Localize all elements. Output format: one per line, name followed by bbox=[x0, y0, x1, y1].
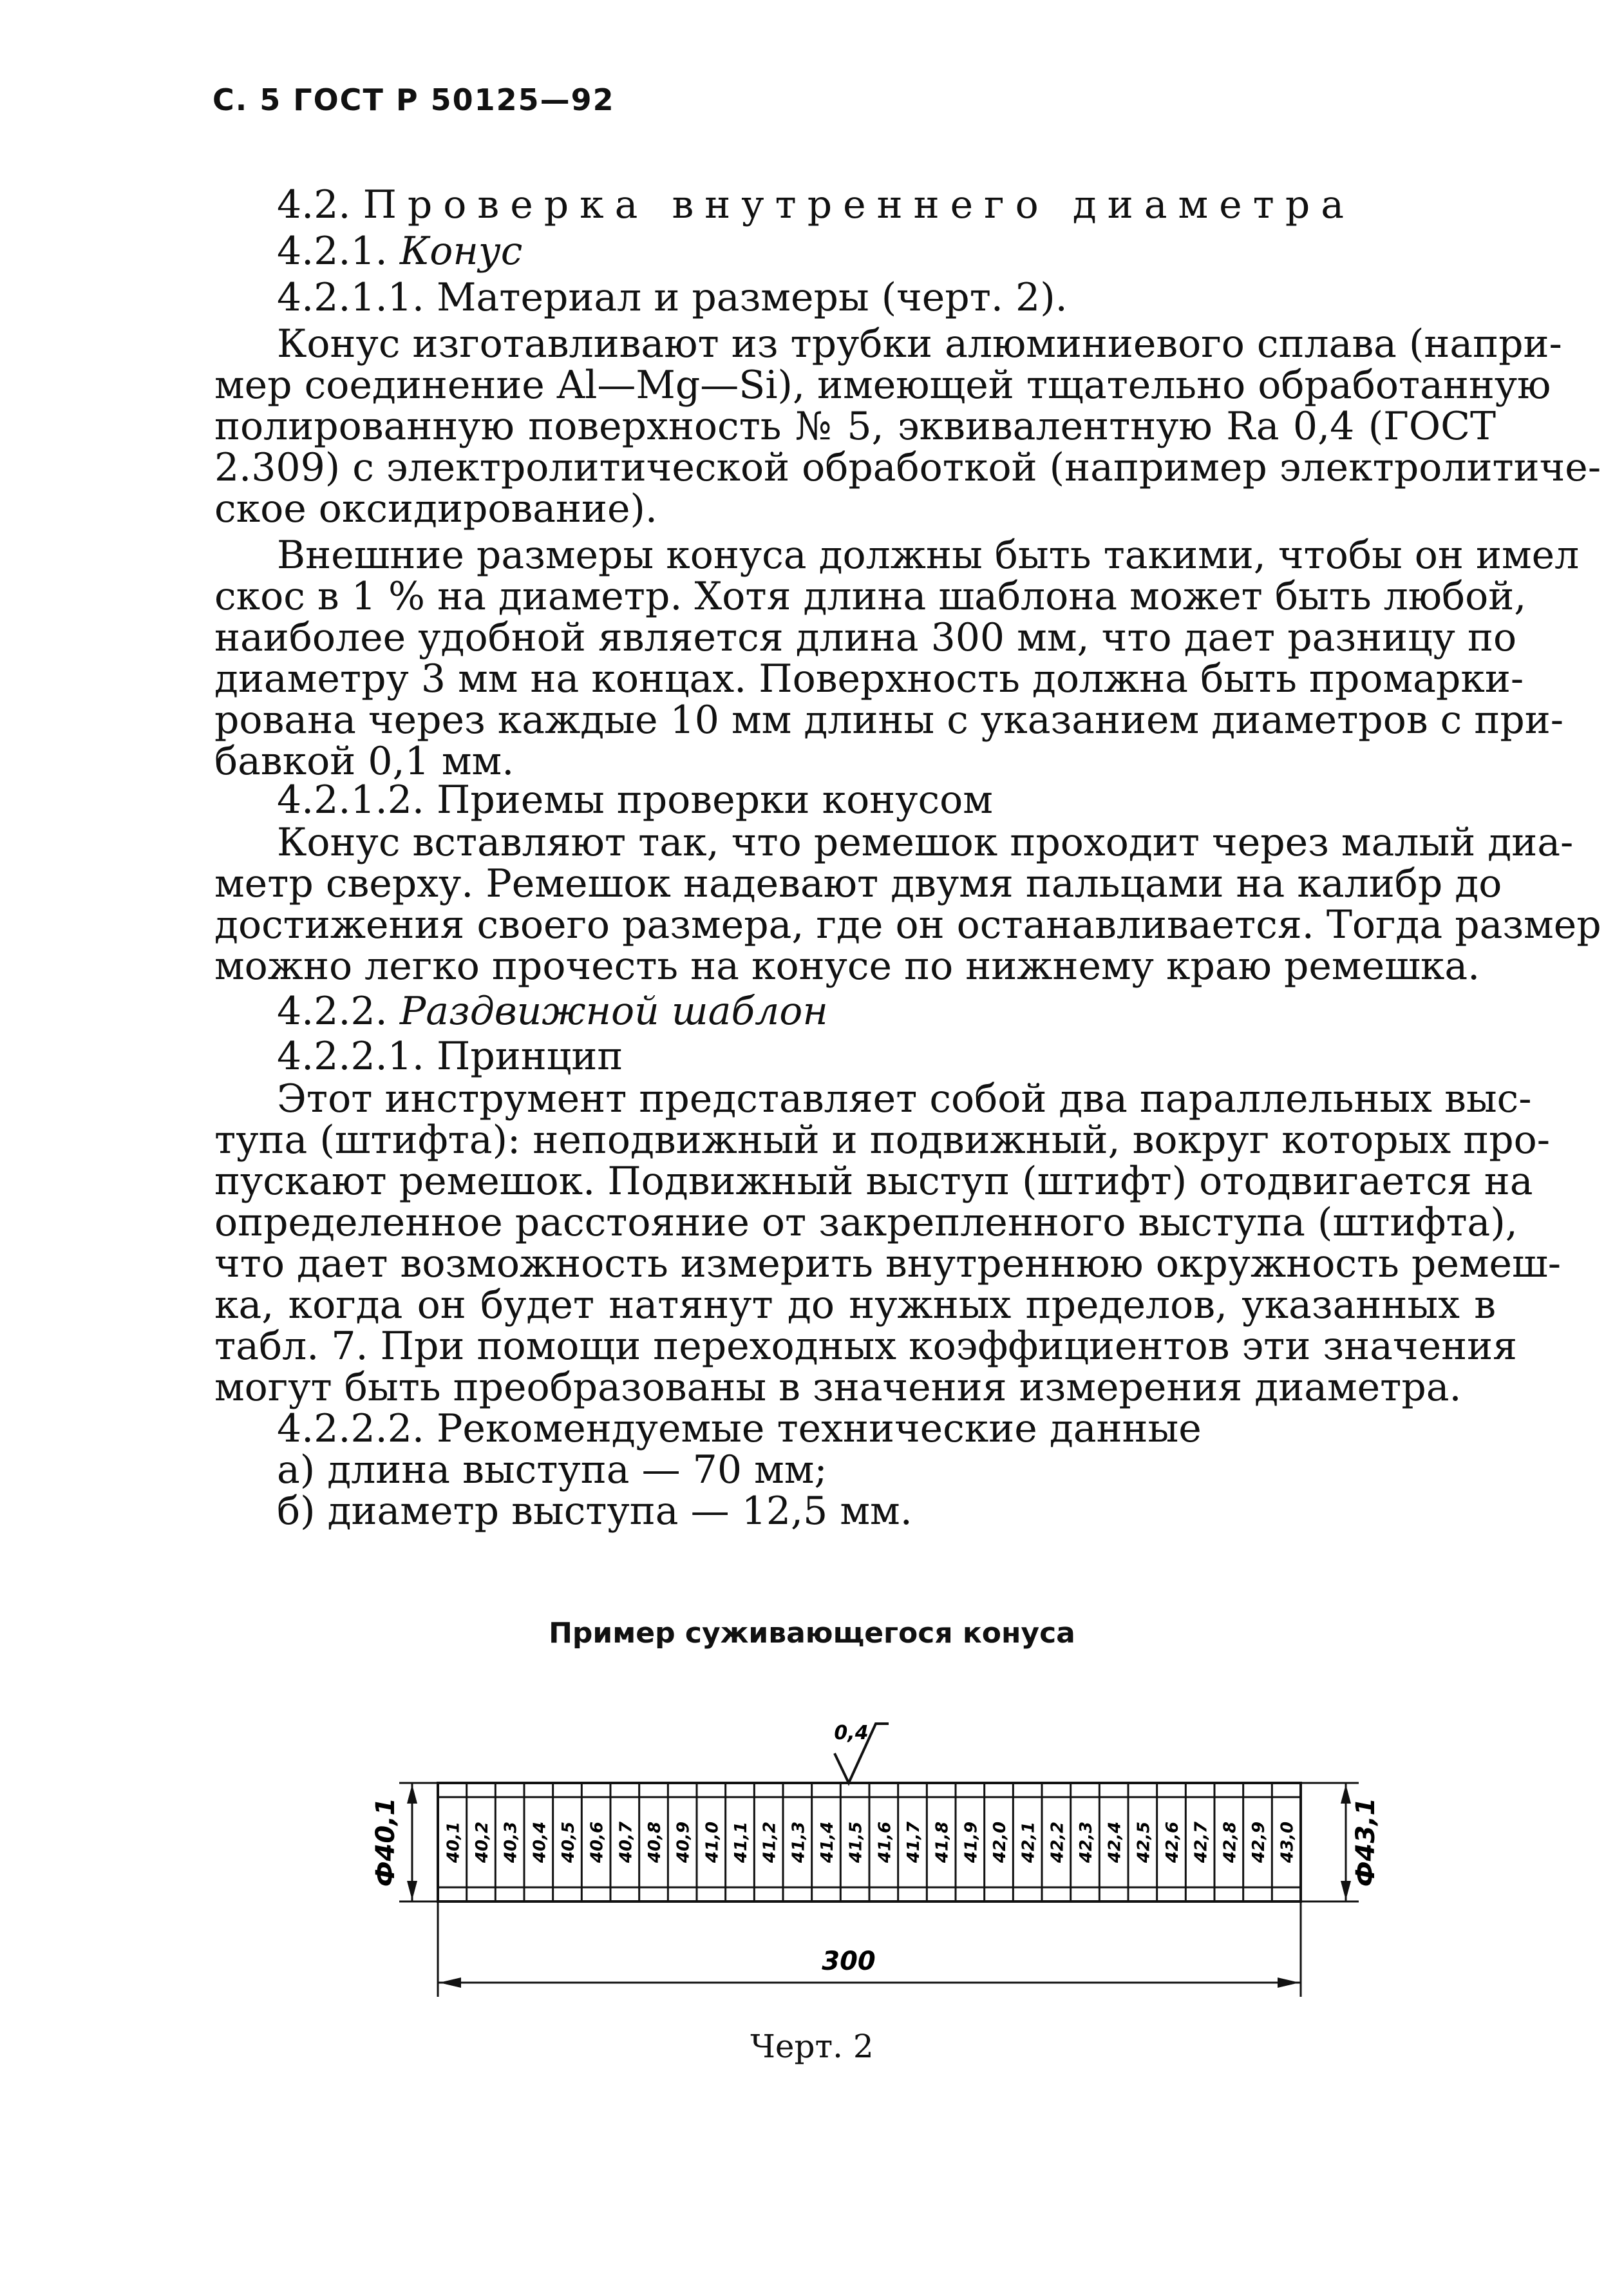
para4-line: тупа (штифта): неподвижный и подвижный, вокруг которых про- bbox=[214, 1118, 1551, 1163]
para3-line: Конус вставляют так, что ремешок проходит через малый диа- bbox=[277, 820, 1574, 865]
diameter-mark: 40,5 bbox=[559, 1821, 578, 1863]
clause-4-2-2-1: 4.2.2.1. Принцип bbox=[277, 1034, 623, 1079]
diameter-mark: 40,8 bbox=[645, 1821, 665, 1863]
para2-line: скос в 1 % на диаметр. Хотя длина шаблона может быть любой, bbox=[214, 574, 1527, 619]
subsection-cone-number: 4.2.1. bbox=[277, 229, 388, 274]
clause-4-2-1-1: 4.2.1.1. Материал и размеры (черт. 2). bbox=[277, 275, 1068, 320]
subsection-cone-title: Конус bbox=[399, 229, 523, 274]
para2-line: бавкой 0,1 мм. bbox=[214, 739, 515, 784]
diameter-mark: 41,8 bbox=[932, 1821, 952, 1863]
para4-line: определенное расстояние от закрепленного выступа (штифта), bbox=[214, 1200, 1518, 1245]
para4-line: Этот инструмент представляет собой два параллельных выс- bbox=[277, 1076, 1532, 1121]
right-dim-arrow-top bbox=[1341, 1784, 1351, 1804]
diameter-mark: 42,8 bbox=[1220, 1821, 1240, 1863]
mark-group bbox=[444, 1821, 1297, 1863]
diameter-mark: 41,7 bbox=[904, 1821, 923, 1863]
left-dim-arrow-bottom bbox=[407, 1881, 417, 1900]
para1-line: мер соединение Al—Mg—Si), имеющей тщательно обработанную bbox=[214, 363, 1551, 408]
figure-caption: Черт. 2 bbox=[750, 2028, 874, 2065]
diameter-mark: 41,5 bbox=[846, 1821, 866, 1863]
diameter-mark: 40,1 bbox=[444, 1821, 464, 1863]
figure-title: Пример суживающегося конуса bbox=[549, 1617, 1075, 1650]
para1-line: ское оксидирование). bbox=[214, 486, 658, 531]
para1-line: 2.309) с электролитической обработкой (например электролитиче- bbox=[214, 445, 1601, 490]
para3-line: достижения своего размера, где он останавливается. Тогда размер bbox=[214, 902, 1601, 948]
diameter-mark: 40,6 bbox=[587, 1821, 607, 1863]
diameter-mark: 42,2 bbox=[1048, 1821, 1068, 1863]
right-diameter-label: Ф43,1 bbox=[1351, 1797, 1381, 1887]
subsection-gauge-number: 4.2.2. bbox=[277, 989, 388, 1034]
subsection-gauge-title: Раздвижной шаблон bbox=[399, 989, 828, 1034]
diameter-mark: 42,7 bbox=[1191, 1821, 1211, 1863]
diameter-mark: 40,2 bbox=[473, 1821, 492, 1863]
page-header: С. 5 ГОСТ Р 50125—92 bbox=[212, 82, 615, 117]
para2-line: Внешние размеры конуса должны быть такими, чтобы он имел bbox=[277, 533, 1580, 578]
diameter-mark: 41,3 bbox=[789, 1821, 809, 1863]
para4-line: табл. 7. При помощи переходных коэффициентов эти значения bbox=[214, 1324, 1517, 1369]
roughness-label: 0,4 bbox=[834, 1722, 869, 1744]
diameter-mark: 42,6 bbox=[1163, 1821, 1182, 1863]
diameter-mark: 42,1 bbox=[1019, 1821, 1039, 1863]
diameter-mark: 41,0 bbox=[703, 1821, 722, 1863]
para4-line: пускают ремешок. Подвижный выступ (штифт) отодвигается на bbox=[214, 1159, 1533, 1204]
para4-line: что дает возможность измерить внутреннюю окружность ремеш- bbox=[214, 1241, 1562, 1286]
diameter-mark: 42,0 bbox=[990, 1821, 1010, 1863]
para1-line: полированную поверхность № 5, эквивалентную Ra 0,4 (ГОСТ bbox=[214, 404, 1496, 449]
para4-line: ка, когда он будет натянут до нужных пределов, указанных в bbox=[214, 1282, 1496, 1328]
diameter-mark: 42,4 bbox=[1105, 1821, 1125, 1863]
clause-4-2-1-2: 4.2.1.2. Приемы проверки конусом bbox=[277, 777, 993, 823]
clause-4-2-2-2: 4.2.2.2. Рекомендуемые технические данные bbox=[277, 1406, 1202, 1451]
section-title: Проверка внутреннего диаметра bbox=[363, 182, 1355, 227]
length-label: 300 bbox=[822, 1947, 876, 1976]
diameter-mark: 40,9 bbox=[674, 1821, 694, 1863]
list-item-b: б) диаметр выступа — 12,5 мм. bbox=[277, 1489, 912, 1534]
diameter-mark: 42,9 bbox=[1249, 1821, 1269, 1863]
diameter-mark: 43,0 bbox=[1278, 1821, 1298, 1863]
para2-line: рована через каждые 10 мм длины с указанием диаметров с при- bbox=[214, 698, 1564, 743]
left-diameter-label: Ф40,1 bbox=[371, 1797, 401, 1887]
diameter-mark: 40,3 bbox=[501, 1821, 521, 1863]
para3-line: можно легко прочесть на конусе по нижнему краю ремешка. bbox=[214, 944, 1480, 989]
diameter-mark: 42,5 bbox=[1134, 1821, 1154, 1863]
diameter-mark: 41,4 bbox=[818, 1821, 837, 1863]
para2-line: наиболее удобной является длина 300 мм, что дает разницу по bbox=[214, 615, 1517, 660]
right-dim-arrow-bottom bbox=[1341, 1881, 1351, 1900]
para3-line: метр сверху. Ремешок надевают двумя пальцами на калибр до bbox=[214, 861, 1502, 906]
para1-line: Конус изготавливают из трубки алюминиевого сплава (напри- bbox=[277, 321, 1562, 367]
diameter-mark: 42,3 bbox=[1077, 1821, 1096, 1863]
diameter-mark: 40,4 bbox=[530, 1821, 550, 1863]
para2-line: диаметру 3 мм на концах. Поверхность должна быть промарки- bbox=[214, 656, 1524, 701]
left-dim-arrow-top bbox=[407, 1784, 417, 1804]
list-item-a: а) длина выступа — 70 мм; bbox=[277, 1447, 827, 1492]
length-arrow-right bbox=[1278, 1977, 1299, 1988]
section-number: 4.2. bbox=[277, 182, 351, 227]
diameter-mark: 41,6 bbox=[875, 1821, 895, 1863]
length-arrow-left bbox=[439, 1977, 461, 1988]
diameter-mark: 41,9 bbox=[961, 1821, 981, 1863]
diameter-mark: 40,7 bbox=[616, 1821, 636, 1863]
diameter-mark: 41,1 bbox=[732, 1821, 751, 1863]
diameter-mark: 41,2 bbox=[760, 1821, 780, 1863]
para4-line: могут быть преобразованы в значения измерения диаметра. bbox=[214, 1365, 1462, 1410]
